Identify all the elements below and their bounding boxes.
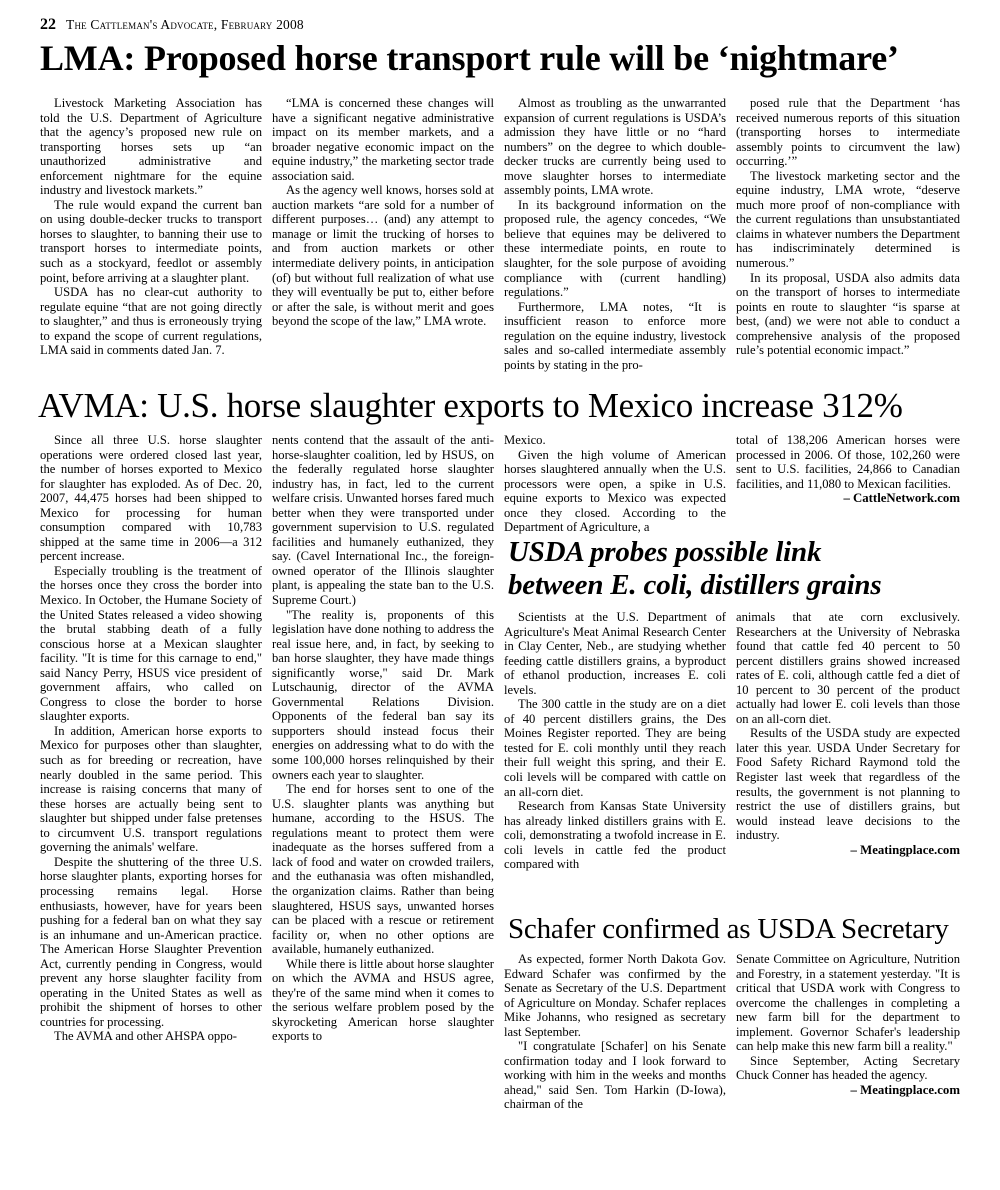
paragraph: "I congratulate [Schafer] on his Senate confirmation today and I look forward to working with him in the weeks and months ahead," said Sen. Tom Harkin (D-Iowa), chairman of the [504,1039,726,1112]
paragraph: Almost as troubling as the unwarranted expansion of current regulations is USDA’s admission they have little or no “hard numbers” on the degree to which double-decker trucks are currently being used to move slaughter horses to intermediate assembly points, LMA wrote. [504,96,726,198]
paragraph: Livestock Marketing Association has told the U.S. Department of Agriculture that the agency’s proposed new rule on transporting horses sets up “an unauthorized administrative and enforcement nightmare for the equine industry and livestock markets.” [40,96,262,198]
paragraph: Research from Kansas State University has already linked distillers grains with E. coli, demonstrating a twofold increase in E. coli levels in cattle fed the product compared with [504,799,726,872]
story-avma-column-4 [736,433,960,506]
paragraph: In its background information on the proposed rule, the agency concedes, “We believe that equines may be delivered to these intermediate points, en route to slaughter, for the sole purpose of avoiding compliance with (current handling) regulations.” [504,197,726,300]
paragraph: Results of the USDA study are expected later this year. USDA Under Secretary for Food Safety Richard Raymond told the Register last week that regardless of the results, the government is not planning to restrict the use of distillers grains, but would instead leave decisions to the industry. [736,726,960,843]
story-avma-column-2 [272,433,494,1044]
paragraph: While there is little about horse slaughter on which the AVMA and HSUS agree, they're of the same mind when it comes to the serious welfare problem posed by the skyrocketing American horse slaughter exports to [272,956,494,1044]
paragraph: In addition, American horse exports to Mexico for purposes other than slaughter, such as for breeding or recreation, have nearly doubled in the same period. This increase is raising concerns that many of these horses are actually being sent to slaughter but shipped under false pretenses to circumvent U.S. transport regulations governing the animals' welfare. [40,723,262,855]
paragraph: The livestock marketing sector and the equine industry, LMA wrote, “deserve much more proof of non-compliance with the current regulations than unsubstantiated claims in whatever numbers the Department has indiscriminately determined is numerous.” [736,168,960,271]
headline-usda-ecoli-line1: USDA probes possible link [508,536,822,568]
paragraph: Mexico. [504,433,546,447]
paragraph: total of 138,206 American horses were processed in 2006. Of those, 102,260 were sent to U.S. facilities, 24,866 to Canadian facilities, and 11,080 to Mexican facilities. [736,433,960,491]
paragraph: Since September, Acting Secretary Chuck Conner has headed the agency. [736,1053,960,1083]
paragraph: Senate Committee on Agriculture, Nutrition and Forestry, in a statement yesterday. "It is critical that USDA work with Congress to overcome the challenges in completing a new farm bill for the department to implement. Governor Schafer's leadership can help make this new farm bill a reality." [736,952,960,1054]
page-number: 22 [40,16,56,33]
paragraph: animals that ate corn exclusively. Researchers at the University of Nebraska found that cattle fed 40 percent to 50 percent distillers grains showed increased rates of E. coli, although cattle fed a diet of 10 percent to 30 percent of the product actually had lower E. coli levels than those on an all-corn diet. [736,610,960,726]
paragraph: In its proposal, USDA also admits data on the transport of horses to intermediate points en route to slaughter “is sparse at best, (and) we were not able to conduct a comprehensive analysis of the proposed rule’s potential economic impact.” [736,270,960,358]
paragraph: The 300 cattle in the study are on a diet of 40 percent distillers grains, the Des Moines Register reported. They are being tested for E. coli monthly until they reach their full weight this spring, and their E. coli levels will be compared with cattle on an all-corn diet. [504,697,726,799]
story-lma-column-3 [504,96,726,372]
paragraph: The AVMA and other AHSPA oppo- [54,1029,237,1044]
story-avma-column-3 [504,433,726,535]
story-schafer-column-1 [504,952,726,1112]
headline-schafer-confirmed: Schafer confirmed as USDA Secretary [508,913,949,945]
story-schafer-column-2 [736,952,960,1097]
paragraph: As expected, former North Dakota Gov. Edward Schafer was confirmed by the Senate as Secretary of the U.S. Department of Agriculture on Monday. Schafer replaces Mike Johanns, who resigned as secretary last September. [504,952,726,1039]
headline-lma-horse-transport: LMA: Proposed horse transport rule will be ‘nightmare’ [40,38,899,78]
story-lma-column-1 [40,96,262,358]
story-ecoli-column-2 [736,610,960,857]
paragraph: USDA has no clear-cut authority to regulate equine “that are not going directly to slaughter,” and thus is erroneously trying to expand the scope of current regulations, LMA said in comments dated Jan. 7. [40,285,262,358]
paragraph: The end for horses sent to one of the U.S. slaughter plants was anything but humane, according to the HSUS. The regulations meant to protect them were inadequate as the horses suffered from a lack of food and water on crowded trailers, and the euthanasia was often mishandled, the organization claims. Rather than being slaughtered, HSUS says, unwanted horses can be placed with a rescue or retirement facility or, when no other options are available, humanely euthanized. [272,782,494,957]
paragraph: "The reality is, proponents of this legislation have done nothing to address the real issue here, and, in fact, by seeking to ban horse slaughter, they have made things significantly worse," said Dr. Mark Lutschaunig, director of the AVMA Governmental Relations Division. Opponents of the federal ban say its supporters should instead focus their energies on addressing what to do with the some 100,000 horses relinquished by their owners each year to slaughter. [272,607,494,782]
paragraph: posed rule that the Department ‘has received numerous reports of this situation (transporting horses to intermediate assembly points to circumvent the law) occurring.’” [736,96,960,169]
paragraph: Despite the shuttering of the three U.S. horse slaughter plants, exporting horses for processing remains legal. Horse enthusiasts, however, have for years been pushing for a federal ban on what they say is an inhumane and un-American practice. The American Horse Slaughter Prevention Act, currently pending in Congress, would prevent any horse slaughter facility from operating in the United States as well as prohibit the shipment of horses to other countries for processing. [40,854,262,1029]
folio [40,16,640,34]
paragraph: The rule would expand the current ban on using double-decker trucks to transport horses to slaughter, to banning their use to transport horses to intermediate points, such as a stockyard, feedlot or assembly point, before arriving at a slaughter plant. [40,197,262,285]
story-avma-column-1 [40,433,262,1044]
story-ecoli-column-1 [504,610,726,872]
headline-usda-ecoli [508,536,970,602]
story-lma-column-4 [736,96,960,358]
paragraph: Furthermore, LMA notes, “It is insufficient reason to enforce more regulation on the equine industry, livestock sales and so-called intermediate assembly points by stating in the pro- [504,299,726,372]
paragraph: As the agency well knows, horses sold at auction markets “are sold for a number of different purposes… (and) any attempt to manage or limit the trucking of horses to and from auction markets or other intermediate delivery points, in anticipation (of) but without full realization of what use they will eventually be put to, either before or after the sale, is without merit and goes beyond the scope of the law,” LMA wrote. [272,183,494,329]
headline-avma-exports: AVMA: U.S. horse slaughter exports to Mexico increase 312% [38,386,903,425]
publication-line: The Cattleman's Advocate, February 2008 [66,17,304,32]
paragraph: Especially troubling is the treatment of the horses once they cross the border into Mexico. In October, the Humane Society of the United States released a video showing the brutal stabbing death of a fully conscious horse at a Mexican slaughter facility. "It is time for this carnage to end," said Nancy Perry, HSUS vice president of government affairs, who called on Congress to close the border to horse slaughter exports. [40,563,262,724]
story-credit-schafer: – Meatingplace.com [850,1082,960,1097]
story-credit-ecoli: – Meatingplace.com [850,842,960,857]
paragraph: Scientists at the U.S. Department of Agriculture's Meat Animal Research Center in Clay Center, Neb., are studying whether feeding cattle distillers grains, a byproduct of ethanol production, increases E. coli levels. [504,610,726,697]
headline-usda-ecoli-line2: between E. coli, distillers grains [508,569,882,601]
paragraph: Given the high volume of American horses slaughtered annually when the U.S. processors were open, a spike in U.S. equine exports to Mexico was expected once they closed. According to the Department of Agriculture, a [504,447,726,535]
paragraph: nents contend that the assault of the anti-horse-slaughter coalition, led by HSUS, on the federally regulated horse slaughter industry has, in fact, led to the current welfare crisis. Unwanted horses fared much better when they were transported under government supervision to U.S. regulated facilities and humanely euthanized, they say. (Cavel International Inc., the foreign-owned operator of the Illinois slaughter plant, is appealing the state ban to the U.S. Supreme Court.) [272,433,494,608]
story-credit-avma: – CattleNetwork.com [843,491,960,506]
paragraph: “LMA is concerned these changes will have a significant negative administrative impact on its member markets, and a broader negative economic impact on the equine industry,” the marketing sector trade association said. [272,96,494,183]
story-lma-column-2 [272,96,494,329]
paragraph: Since all three U.S. horse slaughter operations were ordered closed last year, the number of horses exported to Mexico for slaughter has exploded. As of Dec. 20, 2007, 44,475 horses had been shipped to Mexico for processing for human consumption compared with 10,783 shipped at the same time in 2006—a 312 percent increase. [40,433,262,564]
